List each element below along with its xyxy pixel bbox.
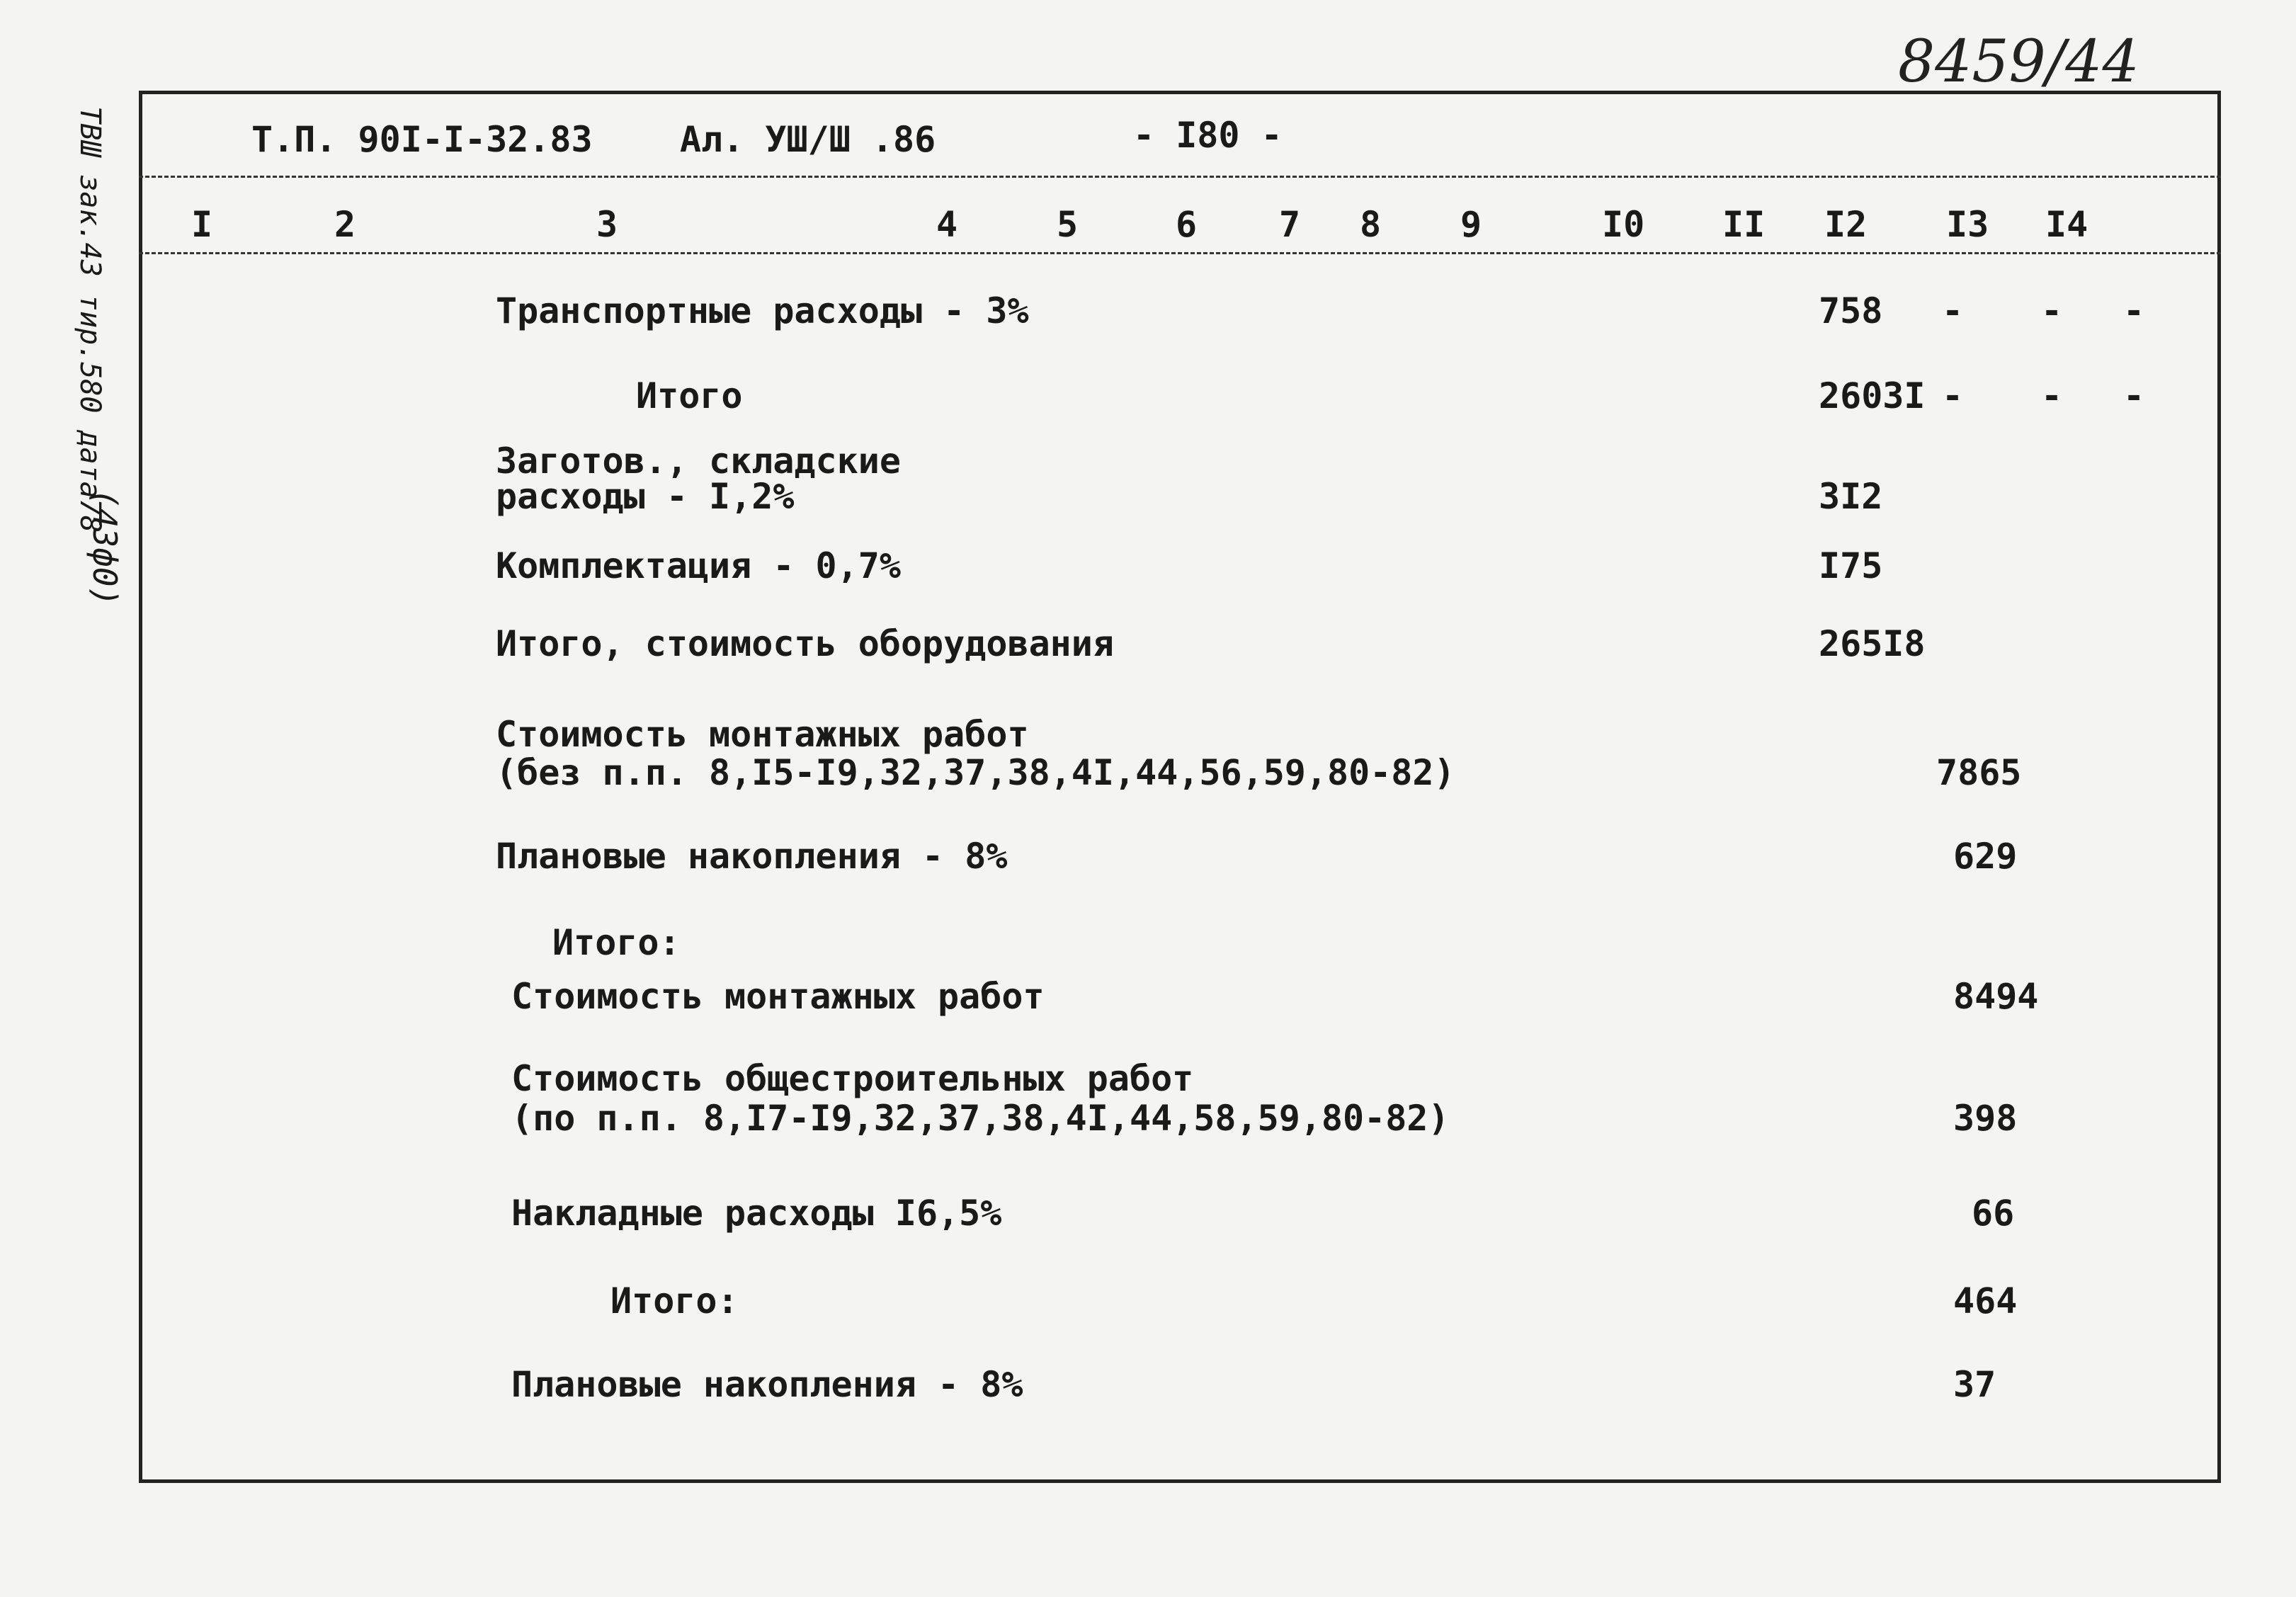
column-number: 9: [1460, 204, 1482, 245]
row-value-col13: 464: [1953, 1280, 2018, 1322]
row-label: Заготов., складские: [496, 441, 901, 482]
album-code: Ал. УШ/Ш .86: [680, 119, 936, 160]
row-value-col15: -: [2123, 290, 2145, 331]
row-label: Стоимость общестроительных работ: [511, 1058, 1194, 1099]
column-number: I0: [1602, 204, 1645, 245]
row-label-continued: (по п.п. 8,I7-I9,32,37,38,4I,44,58,59,80-82): [511, 1098, 1450, 1139]
column-number: I4: [2045, 204, 2088, 245]
row-value-col13: -: [1942, 375, 1964, 416]
page-number: - I80 -: [1133, 115, 1283, 156]
column-number: 6: [1176, 204, 1198, 245]
column-number: I3: [1946, 204, 1989, 245]
row-label: Накладные расходы I6,5%: [511, 1193, 1002, 1234]
project-code: Т.П. 90I-I-32.83: [251, 119, 593, 160]
row-label: Стоимость монтажных работ: [511, 976, 1045, 1017]
row-label: Комплектация - 0,7%: [496, 545, 901, 586]
row-label-continued: (без п.п. 8,I5-I9,32,37,38,4I,44,56,59,80-82): [496, 752, 1455, 793]
row-value-col13: 37: [1953, 1364, 1996, 1405]
row-value-col12: 2603I: [1819, 375, 1926, 416]
row-label: Стоимость монтажных работ: [496, 714, 1029, 755]
column-divider: [139, 252, 2221, 254]
row-value-col13: 7865: [1936, 752, 2022, 793]
row-label: Транспортные расходы - 3%: [496, 290, 1029, 331]
column-number: 8: [1360, 204, 1382, 245]
row-value-col13: 66: [1972, 1193, 2015, 1234]
row-label: Итого: [636, 375, 743, 416]
column-number: II: [1722, 204, 1766, 245]
row-value-col13: 629: [1953, 836, 2018, 877]
column-number: 3: [596, 204, 618, 245]
side-note: (43ф0): [86, 489, 124, 607]
column-number: 4: [936, 204, 958, 245]
row-value-col14: -: [2041, 375, 2063, 416]
column-number: I: [191, 204, 213, 245]
row-label: Плановые накопления - 8%: [511, 1364, 1023, 1405]
side-stamp: ТВШ зак.43 тир.580 дата78: [74, 106, 106, 533]
row-label-continued: расходы - I,2%: [496, 476, 795, 517]
header-divider: [139, 176, 2221, 178]
row-label: Итого:: [610, 1280, 739, 1322]
column-number: 7: [1279, 204, 1301, 245]
row-value-col12: I75: [1819, 545, 1883, 586]
archive-number: 8459/44: [1898, 28, 2139, 96]
row-value-col15: -: [2123, 375, 2145, 416]
row-value-col13: 398: [1953, 1098, 2018, 1139]
row-value-col12: 758: [1819, 290, 1883, 331]
row-value-col12: 3I2: [1819, 476, 1883, 517]
row-value-col12: 265I8: [1819, 623, 1926, 664]
column-number: 2: [334, 204, 356, 245]
row-value-col14: -: [2041, 290, 2063, 331]
row-value-col13: -: [1942, 290, 1964, 331]
row-value-col13: 8494: [1953, 976, 2039, 1017]
column-number: I2: [1824, 204, 1868, 245]
row-label: Итого, стоимость оборудования: [496, 623, 1114, 664]
row-label: Плановые накопления - 8%: [496, 836, 1008, 877]
row-label: Итого:: [552, 922, 681, 963]
column-number: 5: [1057, 204, 1079, 245]
